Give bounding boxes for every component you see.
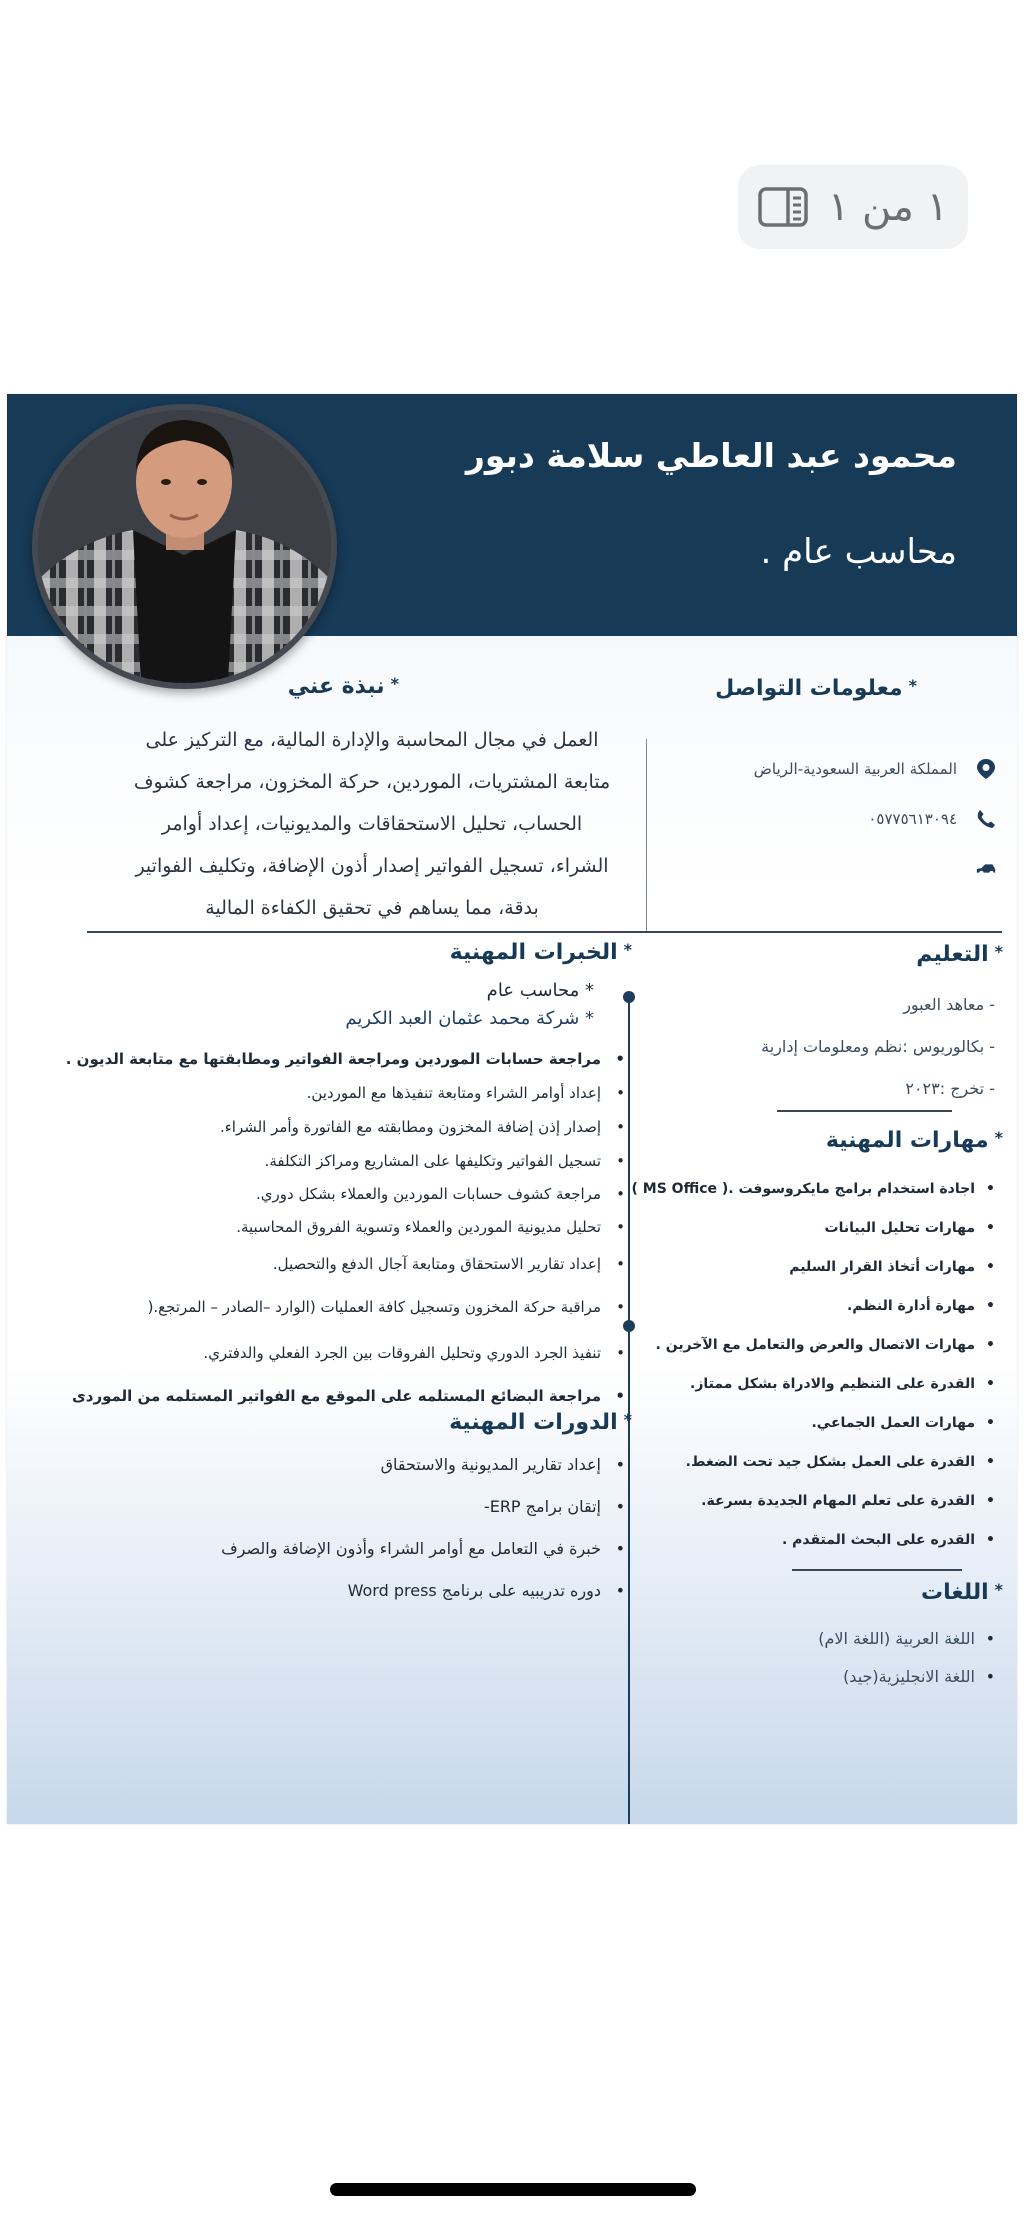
job-title: محاسب عام . [760,532,957,572]
skill-item: • مهارات تحليل البيانات [632,1209,997,1248]
phone-icon [975,808,997,830]
contact-list [697,744,997,894]
section-divider [87,931,1002,933]
cv-page [7,394,1017,1824]
home-indicator-bar[interactable] [330,2183,696,2196]
experience-item: • تنفيذ الجرد الدوري وتحليل الفروقات بين الجرد الفعلي والدفتري. [69,1330,629,1376]
courses-list [221,1444,629,1612]
experience-item: • إصدار إذن إضافة المخزون ومطابقته مع الفاتورة وأمر الشراء. [69,1110,629,1144]
experience-item: • مراجعة كشوف حسابات الموردين والعملاء بشكل دوري. [69,1178,629,1210]
skill-item: • القدرة على التنظيم والادراة بشكل ممتاز. [632,1365,997,1404]
about-paragraph [117,719,627,929]
education-item: - معاهد العبور [903,995,995,1014]
languages-list [818,1620,997,1696]
skill-item: • مهارات العمل الجماعي. [632,1404,997,1443]
courses-section-title: *الدورات المهنية [449,1410,632,1435]
course-item: • خبرة في التعامل مع أوامر الشراء وأذون الإضافة والصرف [221,1528,629,1570]
about-line: بدقة، مما يساهم في تحقيق الكفاءة المالية [205,897,539,919]
skills-list [632,1170,997,1560]
language-item: • اللغة العربية (اللغة الام) [818,1620,997,1658]
about-line: العمل في مجال المحاسبة والإدارة المالية، مع التركيز على [145,729,599,751]
contact-location: المملكة العربية السعودية-الرياض [697,744,997,794]
car-icon [975,858,997,880]
page-count-label: ١ من ١ [827,184,949,230]
about-line: متابعة المشتريات، الموردين، حركة المخزون، مراجعة كشوف [133,771,611,793]
section-divider [777,1110,952,1112]
experience-item: • مراجعة حسابات الموردين ومراجعة الفواتير ومطابقتها مع متابعة الديون . [69,1042,629,1076]
skills-section-title: *مهارات المهنية [825,1128,1003,1153]
experience-role: * محاسب عام [486,980,594,1001]
about-line: الحساب، تحليل الاستحقاقات والمديونيات، إعداد أوامر [161,813,583,835]
sidebar-pages-icon [758,187,808,227]
timeline-dot [623,991,635,1003]
contact-phone: ٠٥٧٧٥٦١٣٠٩٤ [697,794,997,844]
education-item: - بكالوريوس :نظم ومعلومات إدارية [761,1037,995,1056]
skill-item: • مهارات الاتصال والعرض والتعامل مع الآخرين . [632,1326,997,1365]
experience-list [65,1042,629,1416]
experience-section-title: *الخبرات المهنية [449,940,632,965]
skill-item: • مهارة أدارة النظم. [632,1287,997,1326]
experience-item: • تحليل مديونية الموردين والعملاء وتسوية الفروق المحاسبية. [69,1210,629,1244]
skill-item: • مهارات أتخاذ القرار السليم [632,1248,997,1287]
education-list [761,984,995,1110]
section-divider [792,1569,962,1571]
experience-item: • إعداد تقارير الاستحقاق ومتابعة آجال الدفع والتحصيل. [69,1244,629,1284]
about-section-title: *نبذة عني [287,674,399,699]
skill-item: • اجادة استخدام برامج مايكروسوفت .( MS Office ) [632,1170,997,1209]
skill-item: • القدرة على العمل بشكل جيد تحت الضغط. [632,1443,997,1482]
location-pin-icon [975,758,997,780]
contact-section-title: *معلومات التواصل [715,676,917,701]
skill-item: • القدره على البحث المتقدم . [632,1521,997,1560]
profile-photo [32,404,337,689]
experience-item: • مراقبة حركة المخزون وتسجيل كافة العمليات (الوارد –الصادر – المرتجع.( [69,1284,629,1330]
course-item: • دوره تدريبيه على برنامج Word press [221,1570,629,1612]
experience-company: * شركة محمد عثمان العبد الكريم [345,1008,594,1029]
contact-other [697,844,997,894]
languages-section-title: *اللغات [921,1580,1003,1605]
about-line: الشراء، تسجيل الفواتير إصدار أذون الإضافة، وتكليف الفواتير [135,855,609,877]
experience-item: • تسجيل الفواتير وتكليفها على المشاريع ومراكز التكلفة. [69,1144,629,1178]
page-indicator[interactable] [738,165,968,249]
course-item: • إعداد تقارير المديونية والاستحقاق [221,1444,629,1486]
experience-item: • إعداد أوامر الشراء ومتابعة تنفيذها مع الموردين. [69,1076,629,1110]
education-section-title: *التعليم [916,942,1003,967]
language-item: • اللغة الانجليزية(جيد) [818,1658,997,1696]
skill-item: • القدرة على تعلم المهام الجديدة بسرعة. [632,1482,997,1521]
course-item: • إتقان برامج ERP- [221,1486,629,1528]
person-name: محمود عبد العاطي سلامة دبور [465,436,957,475]
experience-item: • مراجعة البضائع المستلمه على الموقع مع الفواتير المستلمه من الموردى [69,1376,629,1416]
education-item: - تخرج :٢٠٢٣ [905,1079,995,1098]
